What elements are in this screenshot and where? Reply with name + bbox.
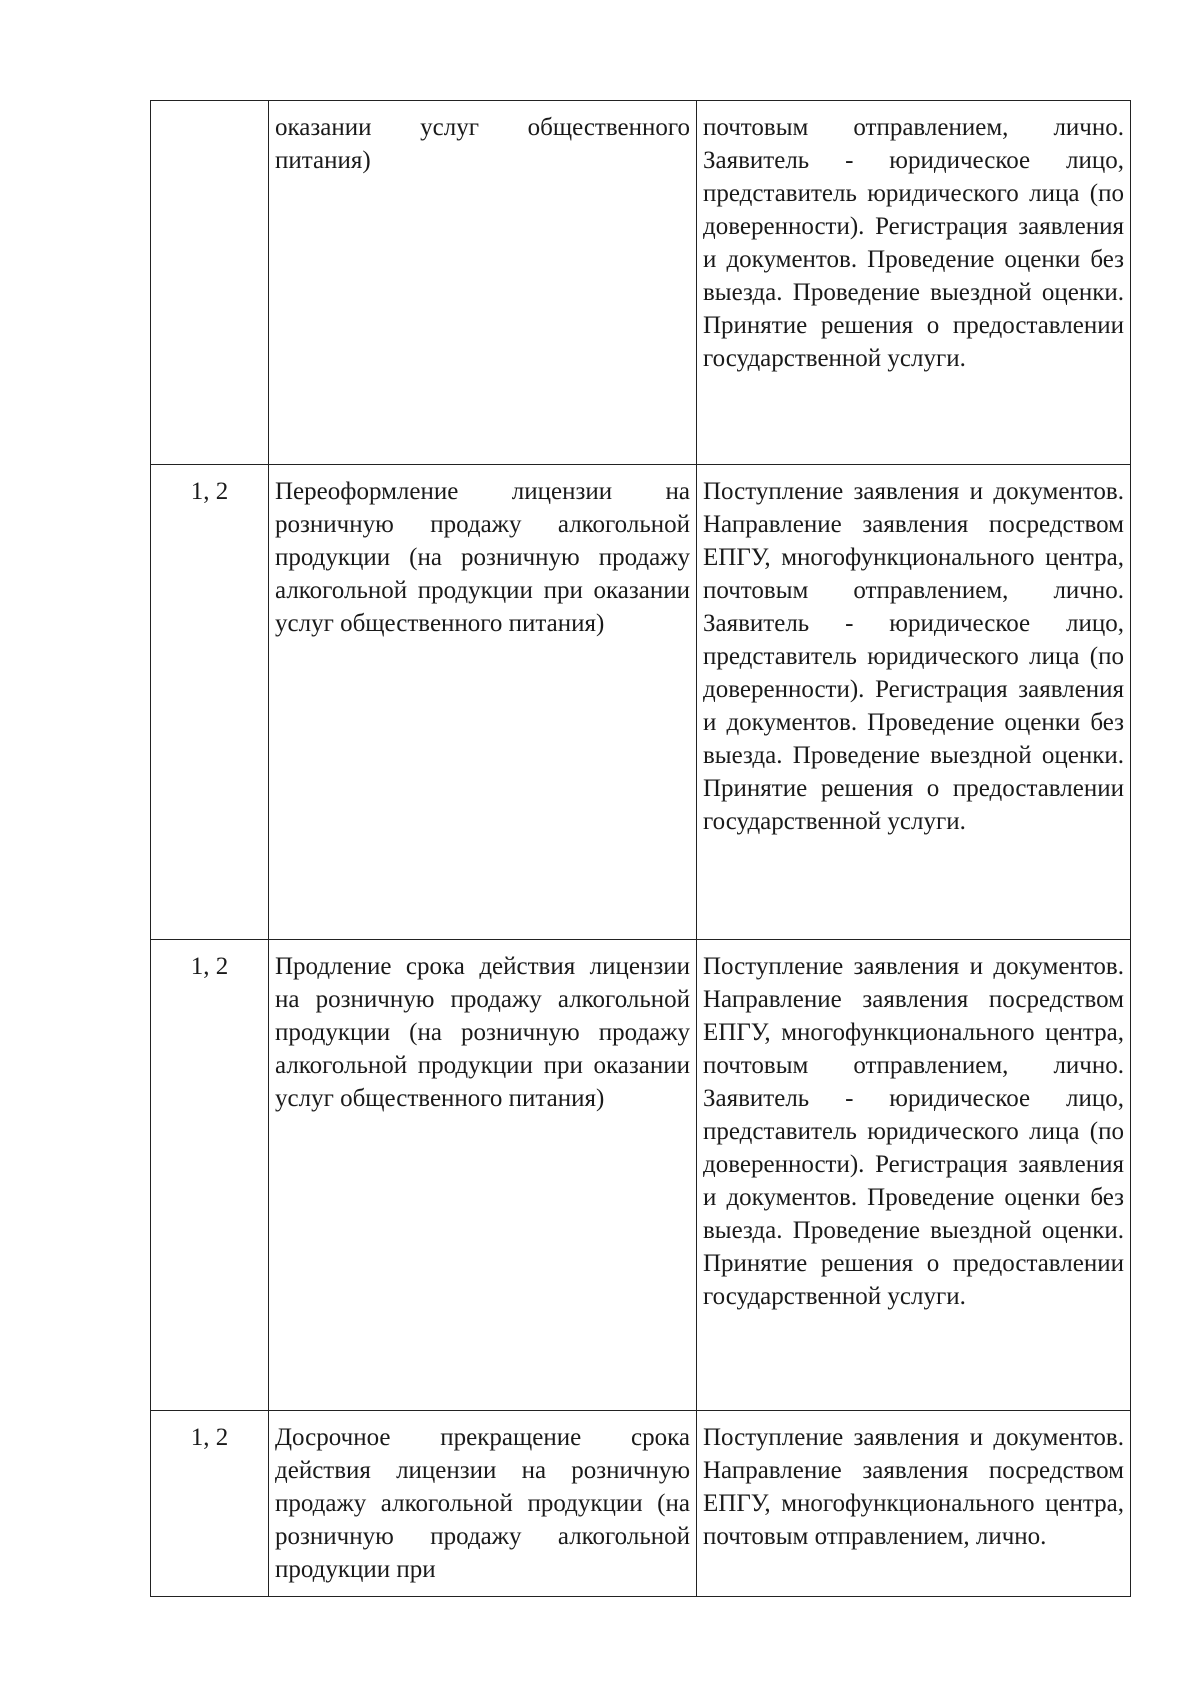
service-name-cell: Досрочное прекращение срока действия лицензии на розничную продажу алкогольной продукции (на розничную продажу алкогольной продукции при	[269, 1411, 697, 1597]
services-table	[150, 100, 1131, 1597]
row-number-cell: 1, 2	[151, 940, 269, 1411]
procedure-stages-cell: почтовым отправлением, лично. Заявитель - юридическое лицо, представитель юридического лица (по доверенности). Регистрация заявления и документов. Проведение оценки без выезда. Проведение выездной оценки. Принятие решения о предоставлении государственной услуги.	[697, 101, 1131, 465]
procedure-stages-cell: Поступление заявления и документов. Направление заявления посредством ЕПГУ, многофункционального центра, почтовым отправлением, лично. Заявитель - юридическое лицо, представитель юридического лица (по доверенности). Регистрация заявления и документов. Проведение оценки без выезда. Проведение выездной оценки. Принятие решения о предоставлении государственной услуги.	[697, 940, 1131, 1411]
table-row	[151, 1411, 1131, 1597]
table-row	[151, 101, 1131, 465]
procedure-stages-cell: Поступление заявления и документов. Направление заявления посредством ЕПГУ, многофункционального центра, почтовым отправлением, лично. Заявитель - юридическое лицо, представитель юридического лица (по доверенности). Регистрация заявления и документов. Проведение оценки без выезда. Проведение выездной оценки. Принятие решения о предоставлении государственной услуги.	[697, 465, 1131, 940]
procedure-stages-cell: Поступление заявления и документов. Направление заявления посредством ЕПГУ, многофункционального центра, почтовым отправлением, лично.	[697, 1411, 1131, 1597]
row-number-cell: 1, 2	[151, 1411, 269, 1597]
service-name-cell: оказании услуг общественного питания)	[269, 101, 697, 465]
table-row	[151, 940, 1131, 1411]
table-row	[151, 465, 1131, 940]
service-name-cell: Переоформление лицензии на розничную продажу алкогольной продукции (на розничную продажу алкогольной продукции при оказании услуг общественного питания)	[269, 465, 697, 940]
row-number-cell	[151, 101, 269, 465]
row-number-cell: 1, 2	[151, 465, 269, 940]
service-name-cell: Продление срока действия лицензии на розничную продажу алкогольной продукции (на розничную продажу алкогольной продукции при оказании услуг общественного питания)	[269, 940, 697, 1411]
